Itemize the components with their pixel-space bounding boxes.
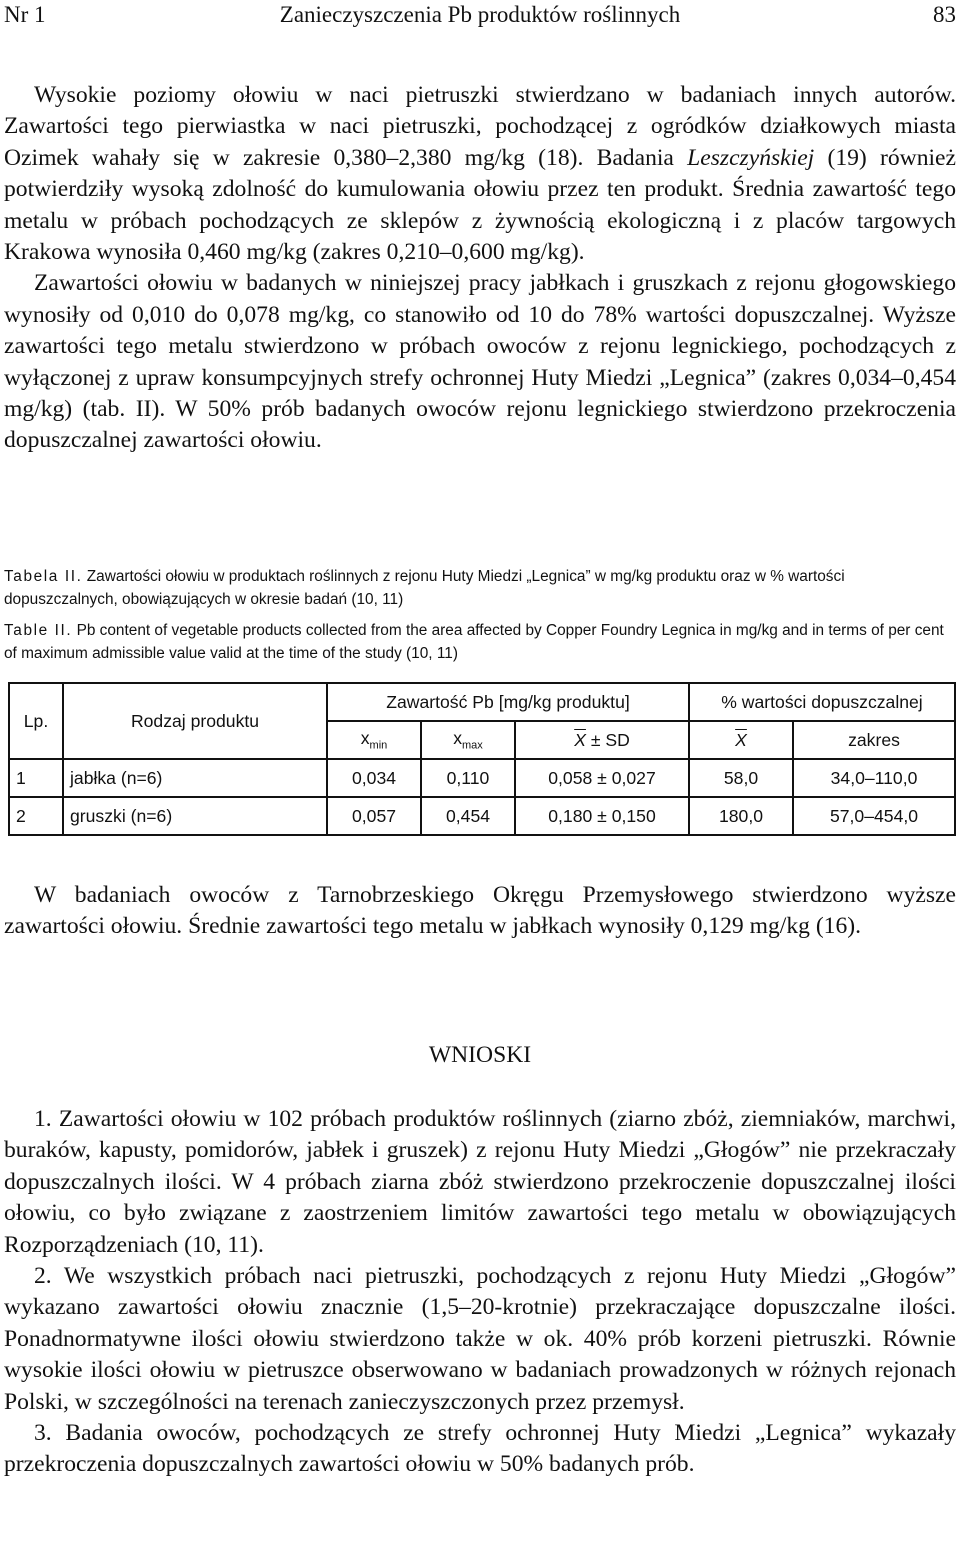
row-xmax: 0,454 xyxy=(421,797,515,835)
row-mean-sd: 0,058 ± 0,027 xyxy=(515,759,689,797)
table-row xyxy=(9,759,955,797)
row-pct-mean: 180,0 xyxy=(689,797,793,835)
header-lp: Lp. xyxy=(9,683,63,759)
row-pct-range: 34,0–110,0 xyxy=(793,759,955,797)
table-header-row xyxy=(9,683,955,721)
issue-number: Nr 1 xyxy=(4,2,46,27)
header-xmin: $x_{min}$ xyxy=(327,721,421,759)
row-pct-mean: 58,0 xyxy=(689,759,793,797)
row-lp: 1 xyxy=(9,759,63,797)
header-percent-admissible: % wartości dopuszczalnej xyxy=(689,683,955,721)
header-product: Rodzaj produktu xyxy=(63,683,327,759)
conclusion-item: 3. Badania owoców, pochodzących ze strefy ochronnej Huty Miedzi „Legnica” wykazały przekroczenia dopuszczalnych zawartości ołowiu w 50% badanych prób. xyxy=(4,1420,956,1478)
header-range: zakres xyxy=(793,721,955,759)
author-citation: Leszczyńskiej xyxy=(687,144,815,171)
conclusion-item: 1. Zawartości ołowiu w 102 próbach produktów roślinnych (ziarno zbóż, ziemniaków, marchwi, buraków, kapusty, pomidorów, jabłek i gruszek) z rejonu Huty Miedzi „Głogów” nie przekraczały dopuszczalnych ilości. W 4 próbach ziarna zbóż stwierdzono przekroczenie dopuszczalnej ilości ołowiu, co było związane z zaostrzeniem limitów zawartości tego metalu w obowiązujących Rozporządzeniach (10, 11). xyxy=(4,1106,956,1258)
row-mean-sd: 0,180 ± 0,150 xyxy=(515,797,689,835)
table-label-polish: Tabela II. xyxy=(4,568,83,585)
row-xmin: 0,057 xyxy=(327,797,421,835)
conclusion-item: 2. We wszystkich próbach naci pietruszki, pochodzących z rejonu Huty Miedzi „Głogów” wykazano zawartości ołowiu znacznie (1,5–20-krotnie) przekraczające dopuszczalne ilości. Ponadnormatywne ilości ołowiu stwierdzono także w ok. 40% prób korzeni pietruszki. Równie wysokie ilości ołowiu w pietruszce obserwowano w badaniach prowadzonych w różnych rejonach Polski, w szczególności na terenach zanieczyszczonych przez przemysł. xyxy=(4,1263,956,1415)
paragraph-fruits: Zawartości ołowiu w badanych w niniejszej pracy jabłkach i gruszkach z rejonu głogowskiego wynosiły od 0,010 do 0,078 mg/kg, co stanowiło od 10 do 78% wartości dopuszczalnej. Wyższe zawartości tego metalu stwierdzono w próbach owoców z rejonu legnickiego, pochodzących z wyłączonej z upraw konsumpcyjnych strefy ochronnej Huty Miedzi „Legnica” (zakres 0,034–0,454 mg/kg) (tab. II). W 50% prób badanych owoców rejonu legnickiego stwierdzono przekroczenia dopuszczalnej zawartości ołowiu. xyxy=(4,270,956,454)
tarnobrzeg-text xyxy=(4,880,956,943)
row-product: jabłka (n=6) xyxy=(63,759,327,797)
page-number: 83 xyxy=(933,2,956,27)
table-label-english: Table II. xyxy=(4,622,73,639)
header-xmax: $x_{max}$ xyxy=(421,721,515,759)
row-lp: 2 xyxy=(9,797,63,835)
paragraph-parsley: Wysokie poziomy ołowiu w naci pietruszki stwierdzano w badaniach innych autorów. Zawartości tego pierwiastka w naci pietruszki, pochodzącej z ogródków działkowych miasta Ozimek wahały się w zakresie 0,380–2,380 mg/kg (18). Badania Leszczyńskiej (19) również potwierdziły wysoką zdolność do kumulowania ołowiu przez ten produkt. Średnia zawartość tego metalu w próbach pochodzących ze sklepów z żywnością ekologiczną i z placów targowych Krakowa wynosiła 0,460 mg/kg (zakres 0,210–0,600 mg/kg). xyxy=(4,82,956,266)
page-header xyxy=(0,0,960,34)
discussion-text xyxy=(4,80,956,457)
table-row xyxy=(9,797,955,835)
row-xmax: 0,110 xyxy=(421,759,515,797)
header-pct-mean: $\overline{X}$ xyxy=(689,721,793,759)
row-product: gruszki (n=6) xyxy=(63,797,327,835)
table-caption-polish: Tabela II. Zawartości ołowiu w produktach roślinnych z rejonu Huty Miedzi „Legnica” w mg/kg produktu oraz w % wartości dopuszczalnych, obowiązujących w okresie badań (10, 11) xyxy=(4,568,845,608)
row-pct-range: 57,0–454,0 xyxy=(793,797,955,835)
row-xmin: 0,034 xyxy=(327,759,421,797)
conclusions-heading: WNIOSKI xyxy=(428,1042,532,1068)
header-pb-content: Zawartość Pb [mg/kg produktu] xyxy=(327,683,689,721)
paragraph-tarnobrzeg: W badaniach owoców z Tarnobrzeskiego Okręgu Przemysłowego stwierdzono wyższe zawartości ołowiu. Średnie zawartości tego metalu w jabłkach wynosiły 0,129 mg/kg (16). xyxy=(4,882,956,940)
table-caption-english: Table II. Pb content of vegetable products collected from the area affected by Copper Foundry Legnica in mg/kg and in terms of per cent of maximum admissible value valid at the time of the study (10, 11) xyxy=(4,622,944,662)
header-mean-sd: $\overline{X}$ ± SD xyxy=(515,721,689,759)
conclusions-list xyxy=(4,1104,956,1481)
lead-content-table xyxy=(8,682,956,836)
running-title: Zanieczyszczenia Pb produktów roślinnych xyxy=(279,2,681,27)
